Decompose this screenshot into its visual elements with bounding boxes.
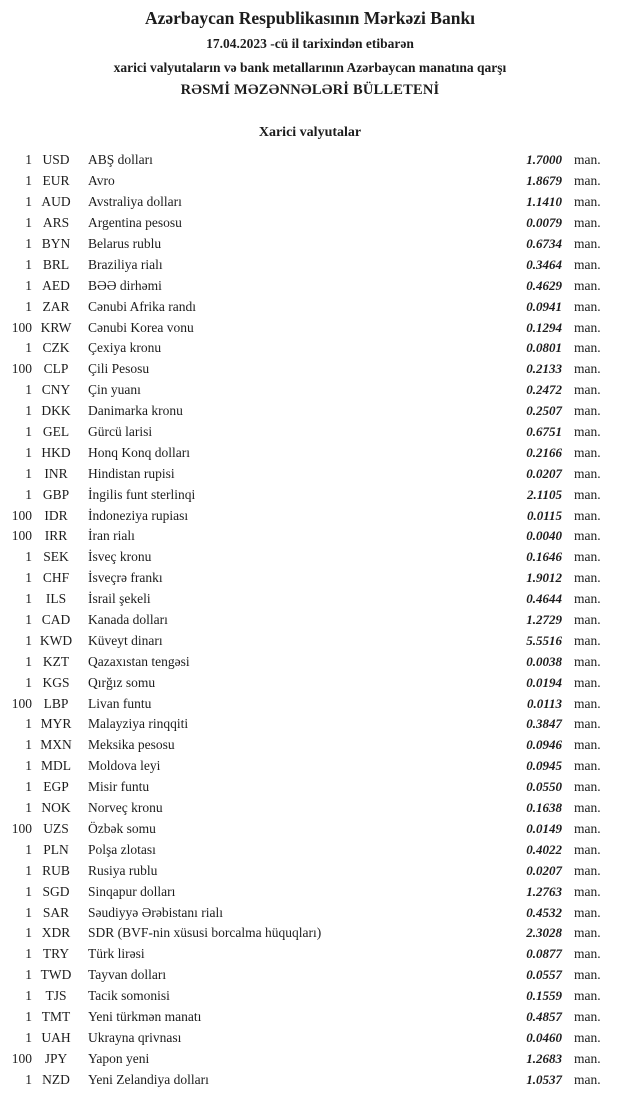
row-unit-label: man. — [574, 570, 601, 586]
rate-row — [0, 526, 620, 547]
bank-name-title: Azərbaycan Respublikasının Mərkəzi Bankı — [144, 8, 476, 28]
rate-row — [0, 1007, 620, 1028]
row-unit-label: man. — [574, 946, 601, 962]
row-currency-code: NZD — [42, 1071, 70, 1087]
row-nominal: 1 — [25, 653, 32, 669]
row-currency-code: MXN — [40, 737, 72, 753]
row-unit-label: man. — [574, 236, 601, 251]
row-unit-label: man. — [574, 862, 601, 878]
row-currency-name: Honq Konq dolları — [88, 444, 190, 460]
rate-row — [0, 213, 620, 234]
row-rate-value: 0.0038 — [526, 653, 562, 669]
row-nominal: 1 — [25, 382, 32, 398]
rate-row — [0, 798, 620, 819]
row-nominal: 1 — [25, 340, 32, 356]
rate-row — [0, 234, 620, 255]
row-unit-label: man. — [574, 1071, 601, 1087]
row-unit-label: man. — [574, 904, 601, 920]
rate-row — [0, 944, 620, 965]
row-currency-code: CNY — [41, 382, 71, 398]
row-currency-code: ILS — [45, 591, 67, 607]
row-currency-name: Belarus rublu — [88, 236, 162, 251]
row-rate-value: 1.8679 — [526, 173, 562, 189]
row-currency-name: Sinqapur dolları — [88, 883, 176, 899]
row-currency-code: RUB — [42, 862, 70, 878]
row-rate-value: 0.0557 — [526, 967, 562, 983]
row-currency-code: ZAR — [42, 298, 70, 314]
row-unit-label: man. — [574, 382, 601, 398]
row-nominal: 1 — [25, 988, 32, 1004]
row-currency-code: SGD — [42, 883, 70, 899]
row-currency-code: MDL — [41, 758, 71, 774]
row-currency-code: DKK — [41, 403, 71, 419]
row-rate-value: 0.0149 — [526, 820, 562, 836]
row-unit-label: man. — [574, 925, 601, 941]
rate-row — [0, 317, 620, 338]
row-unit-label: man. — [574, 758, 601, 774]
row-currency-code: UAH — [41, 1029, 71, 1045]
row-currency-code: PLN — [43, 841, 69, 857]
row-rate-value: 1.7000 — [526, 152, 562, 168]
row-nominal: 1 — [25, 1008, 32, 1024]
row-currency-name: Argentina pesosu — [88, 215, 182, 231]
row-rate-value: 0.1646 — [526, 549, 562, 565]
row-rate-value: 0.0801 — [526, 340, 562, 356]
rate-row — [0, 401, 620, 422]
rate-row — [0, 380, 620, 401]
row-unit-label: man. — [574, 988, 601, 1004]
row-currency-code: SEK — [43, 549, 69, 565]
row-nominal: 1 — [25, 215, 32, 231]
rate-row — [0, 296, 620, 317]
row-nominal: 1 — [25, 444, 32, 460]
row-unit-label: man. — [574, 507, 601, 523]
row-nominal: 1 — [25, 277, 32, 293]
row-nominal: 1 — [25, 194, 32, 210]
rate-row — [0, 484, 620, 505]
row-currency-name: Livan funtu — [88, 695, 152, 711]
row-unit-label: man. — [574, 1029, 601, 1045]
row-unit-label: man. — [574, 1050, 601, 1066]
row-rate-value: 1.0537 — [526, 1071, 562, 1087]
row-currency-code: MYR — [40, 716, 72, 732]
row-nominal: 1 — [25, 632, 32, 648]
rate-row — [0, 547, 620, 568]
row-rate-value: 0.0941 — [526, 298, 562, 314]
row-rate-value: 0.1294 — [526, 319, 562, 335]
row-rate-value: 0.2472 — [526, 382, 562, 398]
row-currency-name: Yeni Zelandiya dolları — [88, 1071, 209, 1087]
row-unit-label: man. — [574, 1008, 601, 1024]
rate-row — [0, 965, 620, 986]
row-currency-code: BYN — [41, 236, 71, 251]
row-rate-value: 0.2166 — [526, 444, 562, 460]
row-currency-code: GEL — [42, 424, 70, 440]
row-nominal: 1 — [25, 904, 32, 920]
row-currency-name: Tacik somonisi — [88, 988, 170, 1004]
row-currency-name: Misir funtu — [88, 779, 150, 795]
row-rate-value: 0.0115 — [526, 507, 562, 523]
row-currency-name: Çin yuanı — [88, 382, 141, 398]
row-rate-value: 0.0113 — [526, 695, 562, 711]
row-unit-label: man. — [574, 152, 601, 168]
row-rate-value: 1.2763 — [526, 883, 562, 899]
row-rate-value: 0.2507 — [526, 403, 562, 419]
row-rate-value: 0.4022 — [526, 841, 562, 857]
row-nominal: 1 — [25, 591, 32, 607]
row-unit-label: man. — [574, 716, 601, 732]
row-currency-name: Meksika pesosu — [88, 737, 175, 753]
row-unit-label: man. — [574, 883, 601, 899]
row-nominal: 1 — [25, 862, 32, 878]
row-nominal: 100 — [11, 361, 32, 377]
rates-table — [0, 150, 620, 1090]
row-currency-code: XDR — [41, 925, 71, 941]
row-rate-value: 1.9012 — [526, 570, 562, 586]
row-currency-code: KWD — [39, 632, 73, 648]
row-currency-code: IRR — [44, 528, 68, 544]
row-nominal: 1 — [25, 1071, 32, 1087]
row-currency-name: Norveç kronu — [88, 800, 163, 816]
rate-row — [0, 338, 620, 359]
row-currency-name: İsveç kronu — [88, 549, 152, 565]
row-nominal: 100 — [11, 528, 32, 544]
rate-row — [0, 881, 620, 902]
rate-row — [0, 610, 620, 631]
row-rate-value: 0.0207 — [526, 465, 562, 481]
row-nominal: 1 — [25, 256, 32, 272]
row-nominal: 1 — [25, 841, 32, 857]
row-nominal: 1 — [25, 152, 32, 168]
row-currency-name: Malayziya rinqqiti — [88, 716, 189, 732]
row-unit-label: man. — [574, 256, 601, 272]
row-rate-value: 5.5516 — [526, 632, 562, 648]
row-currency-code: IDR — [44, 507, 68, 523]
row-rate-value: 1.2683 — [526, 1050, 562, 1066]
rate-row — [0, 923, 620, 944]
row-currency-name: Özbək somu — [88, 820, 156, 836]
row-rate-value: 0.4532 — [526, 904, 562, 920]
row-currency-name: İndoneziya rupiası — [88, 507, 189, 523]
rate-row — [0, 714, 620, 735]
row-currency-name: Avro — [88, 173, 115, 189]
row-currency-name: Moldova leyi — [88, 758, 161, 774]
row-rate-value: 0.0460 — [526, 1029, 562, 1045]
row-nominal: 1 — [25, 800, 32, 816]
row-unit-label: man. — [574, 361, 601, 377]
row-nominal: 1 — [25, 779, 32, 795]
row-unit-label: man. — [574, 173, 601, 189]
row-nominal: 1 — [25, 465, 32, 481]
row-unit-label: man. — [574, 486, 601, 502]
row-currency-name: Polşa zlotası — [88, 841, 156, 857]
row-unit-label: man. — [574, 194, 601, 210]
row-unit-label: man. — [574, 444, 601, 460]
row-unit-label: man. — [574, 549, 601, 565]
row-currency-code: GBP — [42, 486, 70, 502]
row-rate-value: 0.0945 — [526, 758, 562, 774]
row-unit-label: man. — [574, 424, 601, 440]
row-currency-name: ABŞ dolları — [88, 152, 153, 168]
row-currency-code: CHF — [42, 570, 70, 586]
row-rate-value: 0.4644 — [526, 591, 562, 607]
row-unit-label: man. — [574, 737, 601, 753]
rate-row — [0, 150, 620, 171]
rate-row — [0, 171, 620, 192]
row-currency-code: KGS — [42, 674, 70, 690]
row-nominal: 1 — [25, 570, 32, 586]
rate-row — [0, 777, 620, 798]
row-currency-code: EUR — [42, 173, 70, 189]
rate-row — [0, 860, 620, 881]
row-currency-name: Türk lirəsi — [88, 946, 145, 962]
row-nominal: 100 — [11, 695, 32, 711]
row-rate-value: 0.0877 — [526, 946, 562, 962]
row-currency-name: BƏƏ dirhəmi — [88, 277, 162, 293]
row-unit-label: man. — [574, 800, 601, 816]
row-unit-label: man. — [574, 528, 601, 544]
bulletin-subtitle: xarici valyutaların və bank metallarının Azərbaycan manatına qarşı — [113, 60, 507, 75]
row-nominal: 1 — [25, 549, 32, 565]
row-unit-label: man. — [574, 674, 601, 690]
row-nominal: 1 — [25, 758, 32, 774]
row-unit-label: man. — [574, 403, 601, 419]
rate-row — [0, 839, 620, 860]
rate-row — [0, 756, 620, 777]
row-currency-code: BRL — [42, 256, 70, 272]
row-currency-code: TJS — [45, 988, 67, 1004]
row-rate-value: 0.3847 — [526, 716, 562, 732]
row-rate-value: 0.0207 — [526, 862, 562, 878]
row-rate-value: 0.1638 — [526, 800, 562, 816]
row-currency-code: USD — [42, 152, 70, 168]
bulletin-title: RƏSMİ MƏZƏNNƏLƏRİ BÜLLETENİ — [180, 82, 440, 98]
row-nominal: 1 — [25, 716, 32, 732]
row-currency-name: Cənubi Afrika randı — [88, 298, 196, 314]
row-currency-code: TRY — [42, 946, 70, 962]
row-nominal: 100 — [11, 319, 32, 335]
rate-row — [0, 442, 620, 463]
row-currency-name: Braziliya rialı — [88, 256, 163, 272]
row-currency-name: Rusiya rublu — [88, 862, 158, 878]
rate-row — [0, 986, 620, 1007]
row-rate-value: 0.3464 — [526, 256, 562, 272]
row-unit-label: man. — [574, 319, 601, 335]
row-nominal: 1 — [25, 737, 32, 753]
rate-row — [0, 422, 620, 443]
rate-row — [0, 902, 620, 923]
row-unit-label: man. — [574, 215, 601, 231]
row-nominal: 1 — [25, 486, 32, 502]
rate-row — [0, 672, 620, 693]
rate-row — [0, 630, 620, 651]
row-currency-code: HKD — [41, 444, 71, 460]
row-nominal: 1 — [25, 967, 32, 983]
row-currency-name: Yeni türkmən manatı — [88, 1008, 202, 1024]
rate-row — [0, 1027, 620, 1048]
row-nominal: 1 — [25, 236, 32, 251]
row-unit-label: man. — [574, 591, 601, 607]
row-rate-value: 0.6734 — [526, 236, 562, 251]
rate-row — [0, 192, 620, 213]
row-unit-label: man. — [574, 695, 601, 711]
row-nominal: 1 — [25, 1029, 32, 1045]
row-currency-code: CZK — [42, 340, 70, 356]
row-unit-label: man. — [574, 465, 601, 481]
rate-row — [0, 359, 620, 380]
row-nominal: 1 — [25, 883, 32, 899]
rate-row — [0, 1048, 620, 1069]
row-currency-name: SDR (BVF-nin xüsusi borcalma hüquqları) — [88, 925, 322, 941]
row-nominal: 1 — [25, 925, 32, 941]
row-currency-name: İran rialı — [88, 528, 135, 544]
row-nominal: 1 — [25, 612, 32, 628]
row-rate-value: 0.0550 — [526, 779, 562, 795]
row-currency-name: Hindistan rupisi — [88, 465, 175, 481]
row-unit-label: man. — [574, 841, 601, 857]
rate-row — [0, 505, 620, 526]
row-rate-value: 0.6751 — [526, 424, 562, 440]
row-currency-code: JPY — [44, 1050, 68, 1066]
row-nominal: 1 — [25, 674, 32, 690]
row-currency-name: Cənubi Korea vonu — [88, 319, 194, 335]
row-rate-value: 0.1559 — [526, 988, 562, 1004]
row-unit-label: man. — [574, 967, 601, 983]
row-currency-code: TWD — [40, 967, 72, 983]
section-title-foreign-currencies: Xarici valyutalar — [258, 125, 362, 140]
row-currency-name: Küveyt dinarı — [88, 632, 163, 648]
row-currency-code: CLP — [43, 361, 69, 377]
rate-row — [0, 463, 620, 484]
row-currency-name: Qırğız somu — [88, 674, 156, 690]
row-unit-label: man. — [574, 612, 601, 628]
row-currency-name: İsrail şekeli — [88, 591, 151, 607]
row-currency-name: İsveçrə frankı — [88, 570, 163, 586]
row-rate-value: 0.4857 — [526, 1008, 562, 1024]
row-unit-label: man. — [574, 277, 601, 293]
row-currency-name: İngilis funt sterlinqi — [88, 486, 196, 502]
row-rate-value: 1.1410 — [526, 194, 562, 210]
effective-date-line: 17.04.2023 -cü il tarixindən etibarən — [206, 36, 414, 51]
row-rate-value: 0.4629 — [526, 277, 562, 293]
row-nominal: 100 — [11, 1050, 32, 1066]
row-unit-label: man. — [574, 653, 601, 669]
row-currency-code: ARS — [42, 215, 70, 231]
row-nominal: 1 — [25, 424, 32, 440]
row-nominal: 100 — [11, 820, 32, 836]
row-currency-code: LBP — [43, 695, 69, 711]
row-currency-name: Danimarka kronu — [88, 403, 183, 419]
rate-row — [0, 254, 620, 275]
row-currency-name: Çili Pesosu — [88, 361, 150, 377]
row-currency-name: Tayvan dolları — [88, 967, 167, 983]
row-currency-name: Səudiyyə Ərəbistanı rialı — [88, 904, 223, 920]
row-currency-name: Ukrayna qrivnası — [88, 1029, 182, 1045]
row-currency-code: CAD — [41, 612, 71, 628]
row-unit-label: man. — [574, 298, 601, 314]
row-currency-code: AUD — [41, 194, 71, 210]
row-currency-code: KRW — [40, 319, 72, 335]
row-currency-code: NOK — [41, 800, 71, 816]
row-rate-value: 0.0079 — [526, 215, 562, 231]
rate-row — [0, 589, 620, 610]
row-rate-value: 1.2729 — [526, 612, 562, 628]
row-currency-code: EGP — [43, 779, 69, 795]
row-unit-label: man. — [574, 340, 601, 356]
row-nominal: 1 — [25, 298, 32, 314]
row-unit-label: man. — [574, 779, 601, 795]
row-currency-code: UZS — [43, 820, 69, 836]
row-rate-value: 0.0946 — [526, 737, 562, 753]
row-currency-name: Qazaxıstan tengəsi — [88, 653, 190, 669]
row-currency-name: Çexiya kronu — [88, 340, 162, 356]
row-nominal: 1 — [25, 173, 32, 189]
row-rate-value: 0.2133 — [526, 361, 562, 377]
row-unit-label: man. — [574, 632, 601, 648]
row-rate-value: 2.1105 — [526, 486, 562, 502]
rate-row — [0, 819, 620, 840]
rate-row — [0, 275, 620, 296]
row-currency-name: Kanada dolları — [88, 612, 168, 628]
row-nominal: 1 — [25, 403, 32, 419]
row-currency-name: Gürcü larisi — [88, 424, 153, 440]
row-nominal: 100 — [11, 507, 32, 523]
row-nominal: 1 — [25, 946, 32, 962]
row-currency-code: TMT — [41, 1008, 71, 1024]
row-currency-name: Avstraliya dolları — [88, 194, 182, 210]
row-currency-code: AED — [42, 277, 70, 293]
rate-row — [0, 568, 620, 589]
row-rate-value: 0.0194 — [526, 674, 562, 690]
row-rate-value: 0.0040 — [526, 528, 562, 544]
row-rate-value: 2.3028 — [526, 925, 562, 941]
rate-row — [0, 693, 620, 714]
row-currency-code: INR — [44, 465, 68, 481]
row-unit-label: man. — [574, 820, 601, 836]
rate-row — [0, 735, 620, 756]
row-currency-code: KZT — [42, 653, 70, 669]
rate-row — [0, 651, 620, 672]
rate-row — [0, 1069, 620, 1090]
row-currency-code: SAR — [42, 904, 70, 920]
row-currency-name: Yapon yeni — [88, 1050, 150, 1066]
